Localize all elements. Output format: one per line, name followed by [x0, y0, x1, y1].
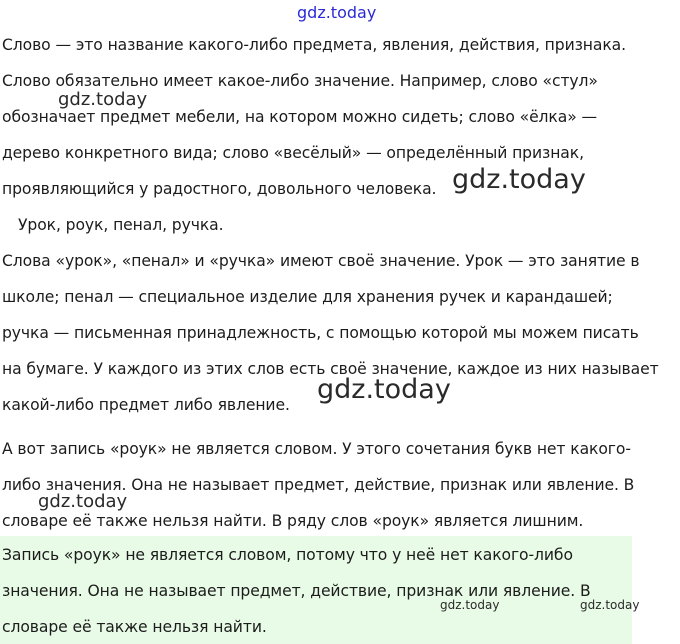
paragraph2-line1: Слова «урок», «пенал» и «ручка» имеют своё значение. Урок — это занятие в [2, 252, 640, 270]
paragraph2-line4: на бумаге. У каждого из этих слов есть своё значение, каждое из них называет [2, 360, 659, 378]
watermark-6: gdz.today [580, 598, 640, 612]
paragraph1-line2: Слово обязательно имеет какое-либо значение. Например, слово «стул» [2, 72, 598, 90]
paragraph1-line1: Слово — это название какого-либо предмета, явления, действия, признака. [2, 36, 626, 54]
paragraph1-line3: обозначает предмет мебели, на котором можно сидеть; слово «ёлка» — [2, 108, 597, 126]
paragraph3-line1: А вот запись «роук» не является словом. У этого сочетания букв нет какого- [2, 440, 631, 458]
answer-line1: Запись «роук» не является словом, потому что у неё нет какого-либо [2, 546, 573, 564]
watermark-1: gdz.today [58, 89, 148, 110]
paragraph1-line4: дерево конкретного вида; слово «весёлый» — определённый признак, [2, 144, 584, 162]
word-list: Урок, роук, пенал, ручка. [18, 216, 224, 234]
watermark-5: gdz.today [440, 598, 500, 612]
paragraph2-line2: школе; пенал — специальное изделие для хранения ручек и карандашей; [2, 288, 613, 306]
watermark-4: gdz.today [38, 491, 128, 512]
watermark-top: gdz.today [297, 3, 377, 22]
paragraph2-line5: какой-либо предмет либо явление. [2, 396, 290, 414]
watermark-2: gdz.today [452, 164, 586, 195]
watermark-3: gdz.today [317, 374, 451, 405]
answer-line2: значения. Она не называет предмет, действие, признак или явление. В [2, 582, 591, 600]
answer-line3: словаре её также нельзя найти. [2, 618, 267, 636]
paragraph3-line3: словаре её также нельзя найти. В ряду слов «роук» является лишним. [2, 512, 584, 530]
paragraph2-line3: ручка — письменная принадлежность, с помощью которой мы можем писать [2, 324, 639, 342]
paragraph1-line5: проявляющийся у радостного, довольного человека. [2, 180, 437, 198]
paragraph3-line2: либо значения. Она не называет предмет, действие, признак или явление. В [2, 476, 635, 494]
